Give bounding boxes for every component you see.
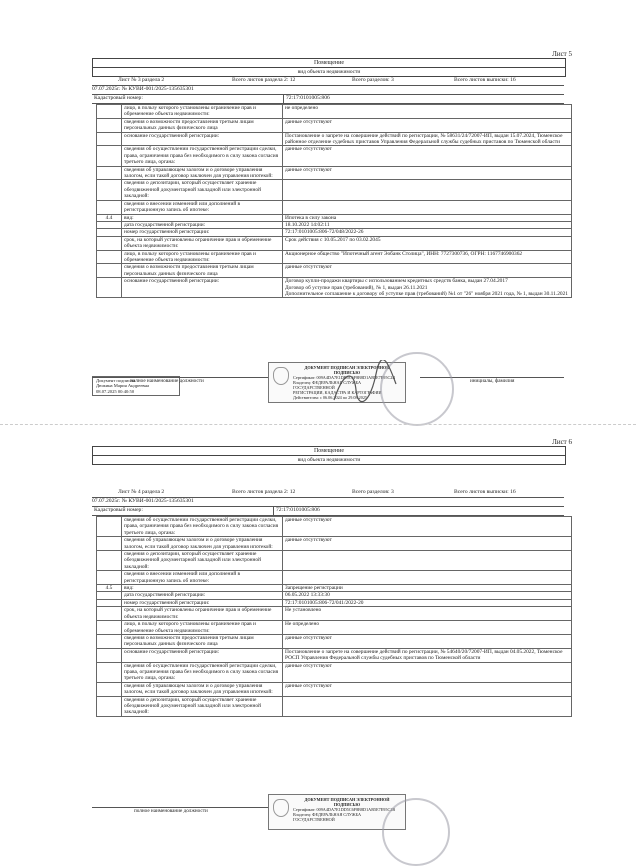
total-sections: Всего разделов: 3: [352, 489, 394, 495]
cadastral-label: Кадастровый номер:: [94, 95, 143, 101]
cell-value: [283, 571, 572, 585]
table-row: [97, 537, 572, 551]
cell-num: [97, 146, 122, 166]
table-row: [97, 648, 572, 662]
object-header: [92, 58, 566, 77]
signer-stamp-line: Дюжина Мария Андреевна: [96, 383, 150, 389]
cell-value: Запрещение регистрации: [283, 585, 572, 592]
cell-num: [97, 236, 122, 250]
extract-date-number: 07.07.2025г. № КУВИ-001/2025-135635301: [92, 498, 194, 504]
cell-label: срок, на который установлены ограничение прав и обременение объекта недвижимости:: [122, 607, 283, 621]
cell-value: Постановление о запрете на совершение действий по регистрации, № 54640/20/72007-ИП, выдан 04.05.2022, Тюменское РОСП Управления Федеральной службы судебных приставов по Тюменской области: [283, 648, 572, 662]
cell-value: 06.05.2022 13:33:30: [283, 592, 572, 599]
list-label: Лист № 3 раздела 2: [118, 77, 165, 83]
table-row: [97, 585, 572, 592]
table-row: [97, 105, 572, 119]
table-row: [97, 682, 572, 696]
cell-label: сведения об управляющем залогом и о договоре управления залогом, если такой договор заключен для управления ипотекой:: [122, 166, 283, 180]
cell-value: Не определено: [283, 621, 572, 635]
object-header: [92, 446, 566, 465]
cell-value: [283, 696, 572, 716]
cell-label: основание государственной регистрации:: [122, 278, 283, 298]
cell-num: [97, 200, 122, 214]
cell-label: сведения о возможности предоставления третьим лицам персональных данных физического лица: [122, 634, 283, 648]
round-seal: [382, 798, 450, 866]
total-sheets-extract: Всего листов выписки: 16: [454, 77, 516, 83]
sheet-number: Лист 5: [552, 50, 572, 58]
cell-num: [97, 229, 122, 236]
cadastral-label: Кадастровый номер:: [94, 507, 143, 513]
cell-label: сведения о депозитарии, который осуществляет хранение обездвиженной документарной закладной или электронной закладной:: [122, 696, 283, 716]
page-break: [0, 424, 636, 425]
encumbrance-table: [96, 104, 572, 298]
table-row: [97, 696, 572, 716]
cell-num: [97, 537, 122, 551]
signer-stamp-line: Документ подписан: [96, 378, 135, 383]
list-label: Лист № 4 раздела 2: [118, 489, 165, 495]
handwritten-signature: [330, 360, 400, 410]
cell-num: [97, 166, 122, 180]
cell-label: сведения о депозитарии, который осуществляет хранение обездвиженной документарной закладной или электронной закладной:: [122, 180, 283, 200]
cell-label: вид:: [122, 214, 283, 221]
cell-label: сведения об осуществлении государственной регистрации сделки, права, ограничения права без необходимого в силу закона согласия третьего лица, органа:: [122, 146, 283, 166]
cell-label: основание государственной регистрации:: [122, 648, 283, 662]
ecp-line: Владелец: ФЕДЕРАЛЬНАЯ СЛУЖБА ГОСУДАРСТВЕННОЙ: [293, 380, 361, 390]
table-row: [97, 599, 572, 606]
cell-value: данные отсутствуют: [283, 682, 572, 696]
ecp-line: Владелец: ФЕДЕРАЛЬНАЯ СЛУЖБА ГОСУДАРСТВЕННОЙ: [293, 812, 361, 822]
cell-label: лицо, в пользу которого установлены ограничение прав и обременение объекта недвижимости:: [122, 621, 283, 635]
sheet-5: [0, 0, 636, 420]
cell-value: не определено: [283, 105, 572, 119]
cell-value: данные отсутствуют: [283, 118, 572, 132]
cell-num: [97, 662, 122, 682]
cell-label: сведения об осуществлении государственной регистрации сделки, права, ограничения права без необходимого в силу закона согласия третьего лица, органа:: [122, 662, 283, 682]
object-type-caption: вид объекта недвижимости: [297, 69, 361, 75]
emblem-icon: [273, 367, 289, 385]
object-type: Помещение: [93, 59, 565, 68]
table-row: [97, 146, 572, 166]
table-row: [97, 166, 572, 180]
cell-num: [97, 621, 122, 635]
object-type: Помещение: [93, 447, 565, 456]
table-row: [97, 221, 572, 228]
cell-label: сведения о внесении изменений или дополнений в регистрационную запись об ипотеке:: [122, 200, 283, 214]
sheet-number: Лист 6: [552, 438, 572, 446]
total-sheets-section: Всего листов раздела 2: 12: [232, 489, 296, 495]
cell-num: [97, 278, 122, 298]
total-sheets-section: Всего листов раздела 2: 12: [232, 77, 296, 83]
cell-value: данные отсутствуют: [283, 146, 572, 166]
cell-num: [97, 696, 122, 716]
cell-value: Постановление о запрете на совершение действий по регистрации, № 58631/24/72007-ИП, выдан 15.07.2024, Тюменское районное отделение судебных приставов Управления Федеральной службы судебных приставов по Тюменской области: [283, 132, 572, 146]
ecp-line: Сертификат: 009A4DA7E1DD5C6F8B8D1AB5E7E95C2B: [293, 375, 396, 380]
cell-num: [97, 221, 122, 228]
cell-num: [97, 599, 122, 606]
extract-date-number: 07.07.2025г. № КУВИ-001/2025-135635301: [92, 86, 194, 92]
total-sheets-extract: Всего листов выписки: 16: [454, 489, 516, 495]
table-row: [97, 592, 572, 599]
table-row: [97, 229, 572, 236]
table-row: [97, 250, 572, 264]
cell-num: [97, 264, 122, 278]
cell-value: данные отсутствуют: [283, 264, 572, 278]
cell-label: сведения об управляющем залогом и о договоре управления залогом, если такой договор заключен для управления ипотекой:: [122, 682, 283, 696]
table-row: [97, 264, 572, 278]
table-row: [97, 517, 572, 537]
ecp-title: ДОКУМЕНТ ПОДПИСАН ЭЛЕКТРОННОЙ ПОДПИСЬЮ: [304, 797, 390, 807]
cadastral-value: 72:17:0101005:806: [286, 95, 330, 101]
cell-label: лицо, в пользу которого установлены ограничение прав и обременение объекта недвижимости:: [122, 250, 283, 264]
table-row: [97, 118, 572, 132]
cell-num: 4.4: [97, 214, 122, 221]
cell-label: срок, на который установлены ограничение прав и обременение объекта недвижимости:: [122, 236, 283, 250]
cell-label: номер государственной регистрации:: [122, 599, 283, 606]
cell-label: лицо, в пользу которого установлены ограничение прав и обременение объекта недвижимости:: [122, 105, 283, 119]
cell-num: [97, 682, 122, 696]
cell-label: основание государственной регистрации:: [122, 132, 283, 146]
table-row: [97, 662, 572, 682]
cell-value: данные отсутствуют: [283, 537, 572, 551]
cell-num: [97, 592, 122, 599]
emblem-icon: [273, 799, 289, 817]
cell-label: дата государственной регистрации:: [122, 592, 283, 599]
cell-label: сведения о возможности предоставления третьим лицам персональных данных физического лица: [122, 264, 283, 278]
cell-value: Срок действия с 10.05.2017 по 03.02.2045: [283, 236, 572, 250]
cell-value: Ипотека в силу закона: [283, 214, 572, 221]
cell-num: [97, 250, 122, 264]
ecp-line: Действителен: с 06.06.2024 по 29.08.2025: [293, 395, 368, 400]
table-row: [97, 278, 572, 298]
cell-num: [97, 118, 122, 132]
cell-value: данные отсутствуют: [283, 662, 572, 682]
total-sections: Всего разделов: 3: [352, 77, 394, 83]
cell-label: вид:: [122, 585, 283, 592]
table-row: [97, 607, 572, 621]
cell-label: сведения о возможности предоставления третьим лицам персональных данных физического лица: [122, 118, 283, 132]
cell-value: [283, 551, 572, 571]
table-row: [97, 132, 572, 146]
encumbrance-table: [96, 516, 572, 717]
table-row: [97, 236, 572, 250]
cell-value: 72:17:0101005:806-72/041/2022-20: [283, 599, 572, 606]
cell-value: данные отсутствуют: [283, 166, 572, 180]
cell-value: 18.10.2022 14:02:11: [283, 221, 572, 228]
cell-label: номер государственной регистрации:: [122, 229, 283, 236]
position-caption: полное наименование должности: [134, 808, 208, 814]
cell-value: Договор купли-продажи квартиры с использованием кредитных средств банка, выдан 27.04.2017 Договор об уступке прав (требований), № 1, выдан 26.11.2021 Дополнительное соглашение к договору об уступке прав (требований) №1 от "26" ноября 2021 года, № 1, выдан 30.11.2021: [283, 278, 572, 298]
table-row: [97, 551, 572, 571]
cell-label: сведения об управляющем залогом и о договоре управления залогом, если такой договор заключен для управления ипотекой:: [122, 537, 283, 551]
object-type-caption: вид объекта недвижимости: [297, 457, 361, 463]
divider: [273, 506, 274, 515]
cell-num: [97, 180, 122, 200]
position-caption: полное наименование должности: [130, 378, 204, 384]
table-row: [97, 571, 572, 585]
cell-value: данные отсутствуют: [283, 634, 572, 648]
ecp-title: ДОКУМЕНТ ПОДПИСАН ЭЛЕКТРОННОЙ ПОДПИСЬЮ: [304, 365, 390, 375]
cell-num: 4.5: [97, 585, 122, 592]
divider: [92, 506, 564, 507]
cell-label: сведения о депозитарии, который осуществляет хранение обездвиженной документарной закладной или электронной закладной:: [122, 551, 283, 571]
cell-label: дата государственной регистрации:: [122, 221, 283, 228]
divider: [283, 94, 284, 103]
table-row: [97, 634, 572, 648]
table-row: [97, 214, 572, 221]
cell-num: [97, 648, 122, 662]
cadastral-value: 72:17:0101005:806: [276, 507, 320, 513]
cell-value: [283, 180, 572, 200]
table-row: [97, 621, 572, 635]
signer-stamp-line: 08.07.2025 00:40:50: [96, 388, 135, 394]
initials-caption: инициалы, фамилия: [470, 378, 515, 384]
cell-value: данные отсутствуют: [283, 517, 572, 537]
cell-num: [97, 634, 122, 648]
cell-num: [97, 105, 122, 119]
cell-value: [283, 200, 572, 214]
ecp-line: Сертификат: 009A4DA7E1DD5C6F8B8D1AB5E7E95C2B: [293, 807, 396, 812]
cell-num: [97, 132, 122, 146]
sheet-6: [0, 432, 636, 825]
cell-label: сведения о внесении изменений или дополнений в регистрационную запись об ипотеке:: [122, 571, 283, 585]
cell-num: [97, 517, 122, 537]
table-row: [97, 200, 572, 214]
cell-num: [97, 607, 122, 621]
ecp-line: РЕГИСТРАЦИИ, КАДАСТРА И КАРТОГРАФИИ: [293, 390, 382, 395]
cell-num: [97, 551, 122, 571]
table-row: [97, 180, 572, 200]
cell-num: [97, 571, 122, 585]
cell-label: сведения об осуществлении государственной регистрации сделки, права, ограничения права без необходимого в силу закона согласия третьего лица, органа:: [122, 517, 283, 537]
cell-value: Акционерное общество "Ипотечный агент Эобанк Столица", ИНН: 7727300736, ОГРН: 1167746900362: [283, 250, 572, 264]
cell-value: 72:17:0101005:806-72/048/2022-26: [283, 229, 572, 236]
cell-value: Не установлено: [283, 607, 572, 621]
